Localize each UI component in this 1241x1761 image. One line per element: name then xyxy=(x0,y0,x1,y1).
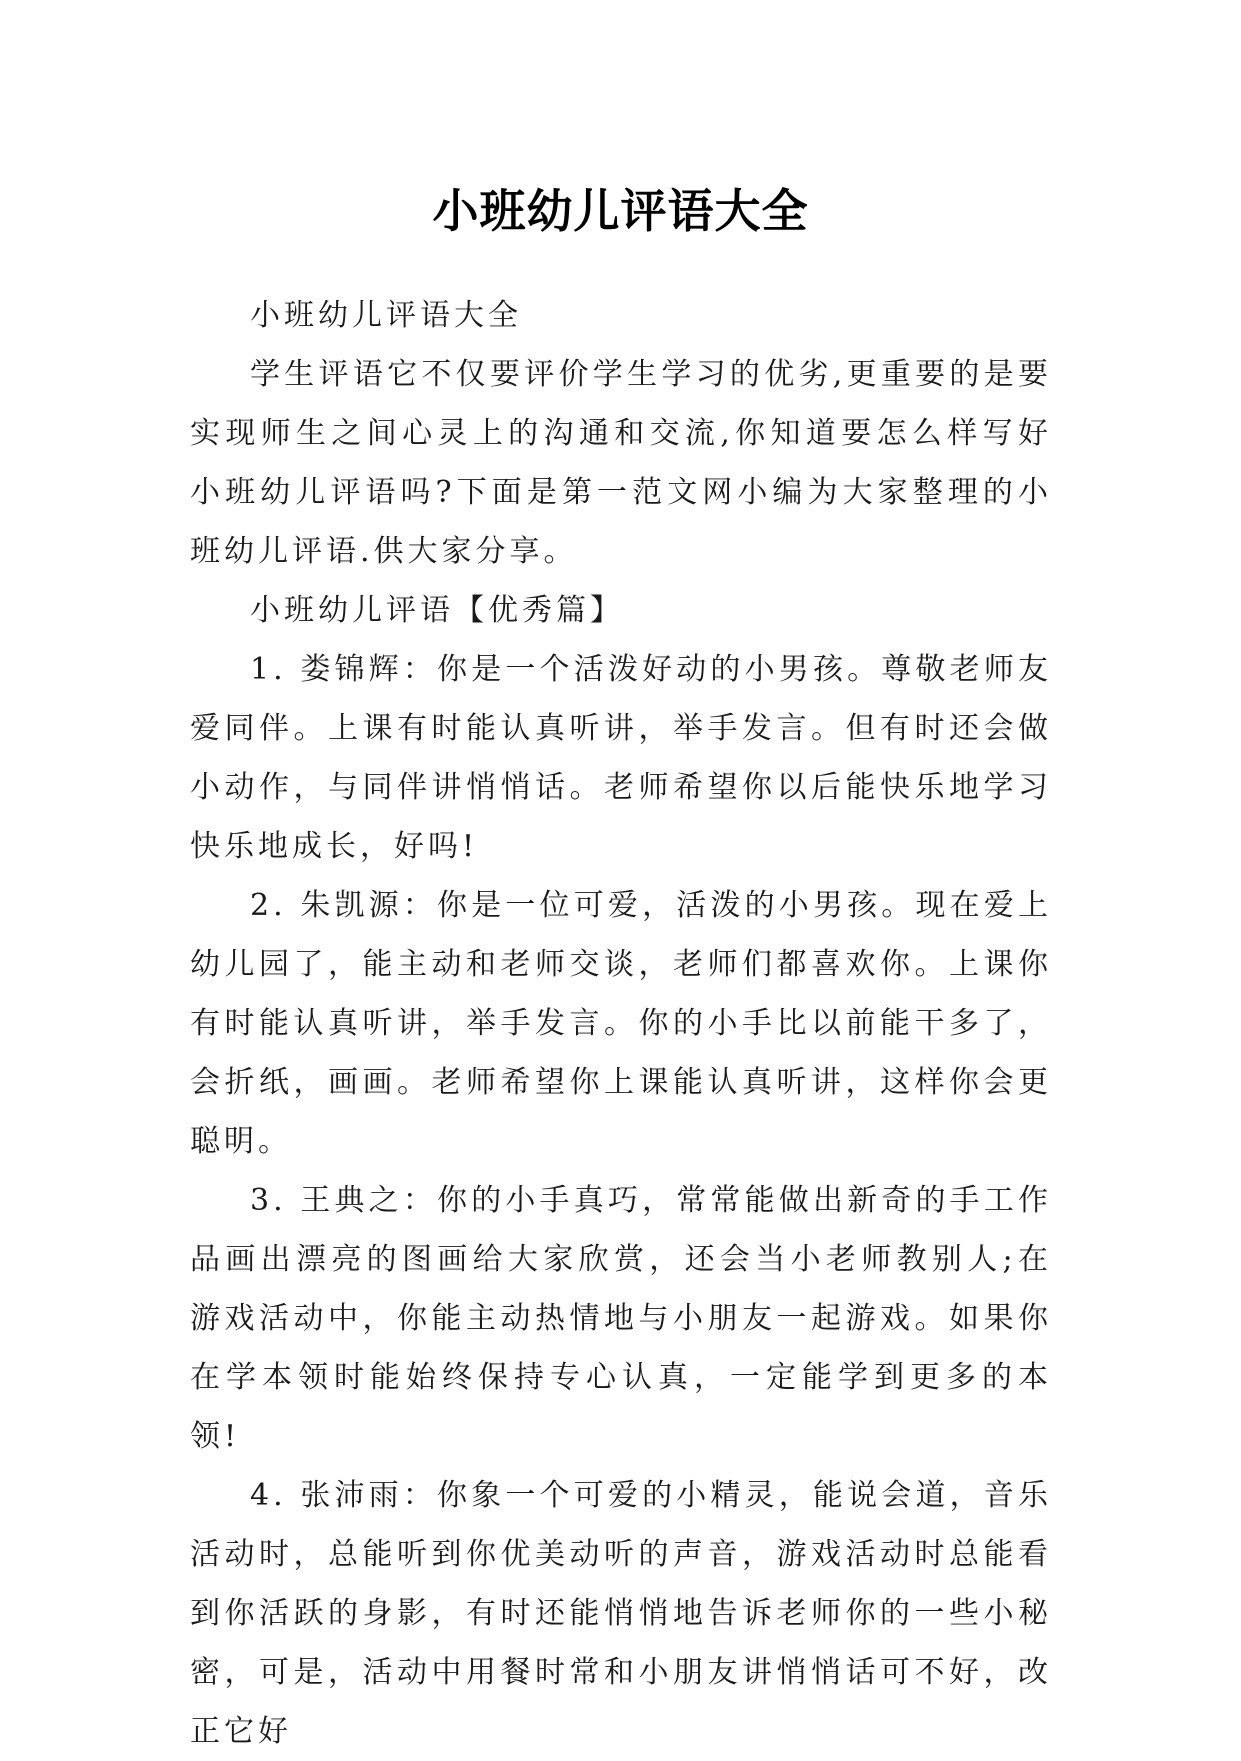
paragraph-intro: 学生评语它不仅要评价学生学习的优劣,更重要的是要实现师生之间心灵上的沟通和交流,你知道要怎么样写好小班幼儿评语吗?下面是第一范文网小编为大家整理的小班幼儿评语.供大家分享。 xyxy=(190,357,1052,569)
paragraph-item-3: 3. 王典之：你的小手真巧，常常能做出新奇的手工作品画出漂亮的图画给大家欣赏，还会当小老师教别人;在游戏活动中，你能主动热情地与小朋友一起游戏。如果你在学本领时能始终保持专心认真，一定能学到更多的本领! xyxy=(190,1183,1052,1454)
paragraph-subtitle: 小班幼儿评语大全 xyxy=(250,298,522,333)
paragraph-item-2: 2. 朱凯源：你是一位可爱，活泼的小男孩。现在爱上幼儿园了，能主动和老师交谈，老师们都喜欢你。上课你有时能认真听讲，举手发言。你的小手比以前能干多了，会折纸，画画。老师希望你上课能认真听讲，这样你会更聪明。 xyxy=(190,888,1052,1159)
paragraph-item-1: 1. 娄锦辉：你是一个活泼好动的小男孩。尊敬老师友爱同伴。上课有时能认真听讲，举手发言。但有时还会做小动作，与同伴讲悄悄话。老师希望你以后能快乐地学习快乐地成长，好吗! xyxy=(190,652,1052,864)
section-heading: 小班幼儿评语【优秀篇】 xyxy=(250,593,624,628)
document-title: 小班幼儿评语大全 xyxy=(432,183,809,238)
paragraph-item-4: 4. 张沛雨：你象一个可爱的小精灵，能说会道，音乐活动时，总能听到你优美动听的声音，游戏活动时总能看到你活跃的身影，有时还能悄悄地告诉老师你的一些小秘密，可是，活动中用餐时常和小朋友讲悄悄话可不好，改正它好 xyxy=(190,1478,1052,1749)
document-body xyxy=(190,286,1052,1761)
